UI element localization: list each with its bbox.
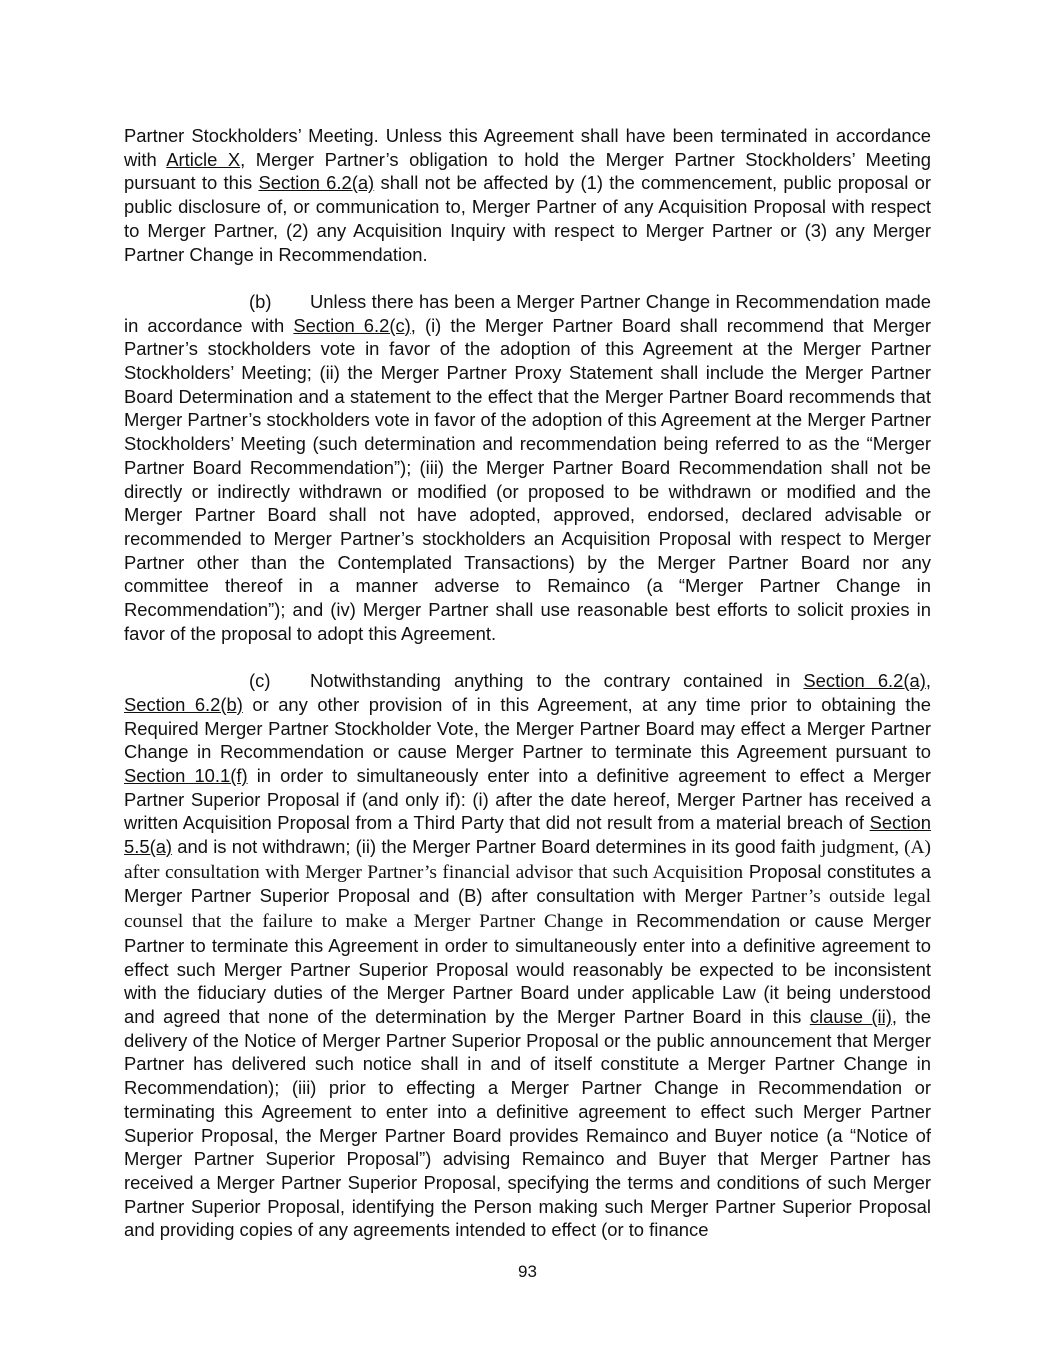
paragraph-c-text-6: Proposal constitutes a Merger Partner Superior Proposal and (B) after consultation with Merger [124, 860, 931, 907]
page-number: 93 [518, 1262, 537, 1281]
paragraph-a [124, 124, 931, 266]
ref-section-6-2-a-2[interactable]: Section 6.2(a) [803, 670, 926, 692]
paragraph-a-text-3: shall not be affected by (1) the commencement, public proposal or public disclosure of, or communication to, Merger Partner of any Acquisition Proposal with respect to Merger Partner, (2) any Acquisition Inquiry with respect to Merger Partner or (3) any Merger Partner Change in Recommendation. [124, 172, 931, 265]
ref-clause-ii[interactable]: clause (ii) [809, 1005, 892, 1027]
paragraph-c-text-3: or any other provision of in this Agreement, at any time prior to obtaining the Required Merger Partner Stockholder Vote, the Merger Partner Board may effect a Merger Partner Change in Recommendation or cause Merger Partner to terminate this Agreement pursuant to [124, 693, 932, 763]
paragraph-c-text-1: Notwithstanding anything to the contrary contained in [310, 670, 804, 692]
paragraph-c-text-8: , the delivery of the Notice of Merger Partner Superior Proposal or the public announcement that Merger Partner has delivered such notice shall in and of itself constitute a Merger Partner Change in Recommendation); (iii) prior to effecting a Merger Partner Change in Recommendation or terminating this Agreement to enter into a definitive agreement to effect such Merger Partner Superior Proposal, the Merger Partner Board provides Remainco and Buyer notice (a “Notice of Merger Partner Superior Proposal”) advising Remainco and Buyer that Merger Partner has received a Merger Partner Superior Proposal, specifying the terms and conditions of such Merger Partner Superior Proposal, identifying the Person making such Merger Partner Superior Proposal and providing copies of any agreements intended to effect (or to finance [124, 1005, 931, 1241]
paragraph-c [124, 669, 931, 1242]
ref-section-6-2-a[interactable]: Section 6.2(a) [258, 172, 375, 194]
paragraph-a-text-1: Partner Stockholders’ Meeting. Unless this Agreement shall have been terminated in accordance with [124, 125, 931, 170]
paragraph-c-text-5: and is not withdrawn; (ii) the Merger Partner Board determines in its good faith [172, 836, 821, 858]
paragraph-c-label: (c) [249, 670, 271, 692]
ref-section-5-5-a[interactable]: Section 5.5(a) [124, 812, 931, 858]
ref-section-6-2-b[interactable]: Section 6.2(b) [124, 693, 243, 715]
ref-article-x[interactable]: Article X [166, 148, 241, 170]
paragraph-b [124, 290, 931, 646]
paragraph-c-text-2: , [925, 670, 932, 692]
paragraph-c-text-5-serif: judgment, (A) after consultation with Merger Partner’s financial advisor that such Acquisition [124, 837, 931, 883]
paragraph-c-text-7: Recommendation or cause Merger Partner to terminate this Agreement in order to simultaneously enter into a definitive agreement to effect such Merger Partner Superior Proposal would reasonably be expected to be inconsistent with the fiduciary duties of the Merger Partner Board under applicable Law (it being understood and agreed that none of the determination by the Merger Partner Board in this [124, 910, 931, 1027]
paragraph-a-text-2: , Merger Partner’s obligation to hold the Merger Partner Stockholders’ Meeting pursuant to this [124, 148, 931, 194]
paragraph-b-text-1: Unless there has been a Merger Partner Change in Recommendation made in accordance with [124, 290, 931, 336]
paragraph-c-text-4: in order to simultaneously enter into a definitive agreement to effect a Merger Partner Superior Proposal if (and only if): (i) after the date hereof, Merger Partner has received a written Acquisition Proposal from a Third Party that did not result from a material breach of [124, 764, 931, 834]
ref-section-6-2-c[interactable]: Section 6.2(c) [293, 314, 411, 336]
paragraph-c-text-6-serif: Partner’s outside legal counsel that the failure to make a Merger Partner Change in [124, 886, 931, 933]
paragraph-b-text-2: , (i) the Merger Partner Board shall recommend that Merger Partner’s stockholders vote in favor of the adoption of this Agreement at the Merger Partner Stockholders’ Meeting; (ii) the Merger Partner Proxy Statement shall include the Merger Partner Board Determination and a statement to the effect that the Merger Partner Board recommends that Merger Partner’s stockholders vote in favor of the adoption of this Agreement at the Merger Partner Stockholders’ Meeting (such determination and recommendation being referred to as the “Merger Partner Board Recommendation”); (iii) the Merger Partner Board Recommendation shall not be directly or indirectly withdrawn or modified (or proposed to be withdrawn or modified and the Merger Partner Board shall not have adopted, approved, endorsed, declared advisable or recommended to Merger Partner’s stockholders an Acquisition Proposal with respect to Merger Partner other than the Contemplated Transactions) by the Merger Partner Board nor any committee thereof in a manner adverse to Remainco (a “Merger Partner Change in Recommendation”); and (iv) Merger Partner shall use reasonable best efforts to solicit proxies in favor of the proposal to adopt this Agreement. [124, 314, 931, 644]
paragraph-b-label: (b) [249, 290, 272, 312]
ref-section-10-1-f[interactable]: Section 10.1(f) [124, 764, 248, 786]
document-page [124, 124, 931, 1242]
